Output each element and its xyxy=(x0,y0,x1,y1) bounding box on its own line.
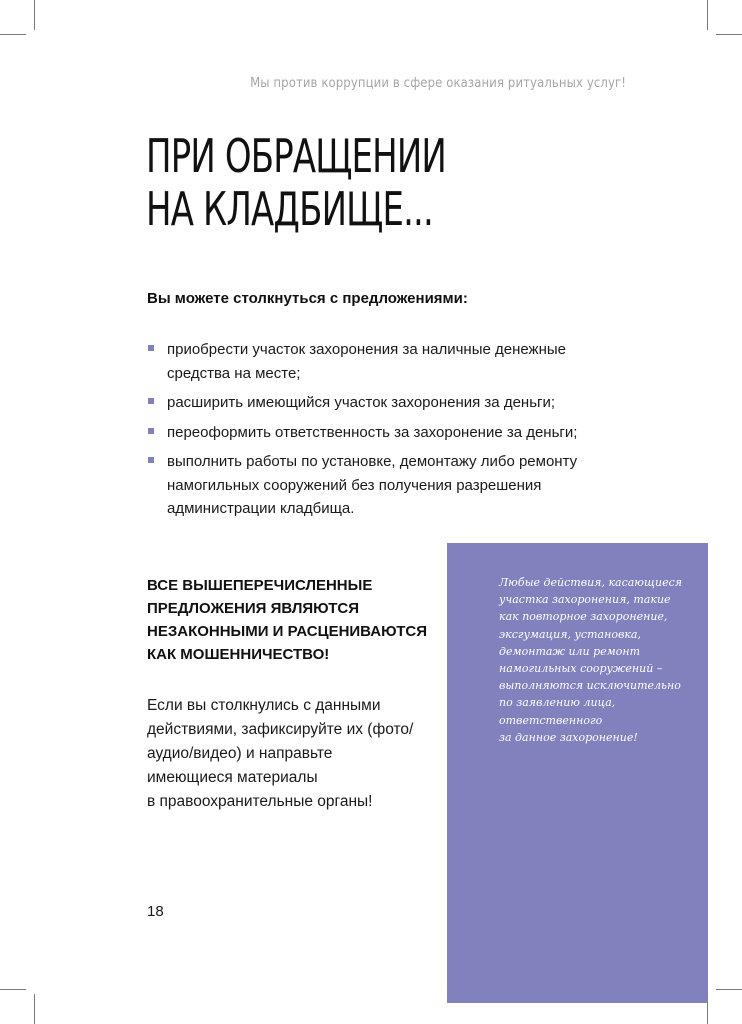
list-item-text: выполнить работы по установке, демонтажу либо ремонту намогильных сооружений без получения разрешения администрации кладбища. xyxy=(167,453,578,517)
page-title-line: ПРИ ОБРАЩЕНИИ xyxy=(146,129,447,183)
list-item xyxy=(147,450,607,521)
fraud-warning xyxy=(147,574,447,666)
side-note-line: участка захоронения, такие xyxy=(499,593,671,607)
fraud-warning-line: НЕЗАКОННЫМИ И РАСЦЕНИВАЮТСЯ xyxy=(147,623,427,640)
list-item xyxy=(147,338,607,385)
fraud-warning-line: ПРЕДЛОЖЕНИЯ ЯВЛЯЮТСЯ xyxy=(147,600,360,617)
lead-text: Вы можете столкнуться с предложениями: xyxy=(147,290,468,307)
crop-mark-bottom-right xyxy=(716,989,742,990)
running-header: Мы против коррупции в сфере оказания ритуальных услуг! xyxy=(250,76,626,91)
advice-line: Если вы столкнулись с данными xyxy=(147,697,381,714)
advice-paragraph xyxy=(147,694,437,814)
advice-line: действиями, зафиксируйте их (фото/ xyxy=(147,721,414,738)
square-bullet-icon xyxy=(148,428,154,434)
side-note-line: за данное захоронение! xyxy=(499,730,638,744)
side-note-text xyxy=(499,574,699,746)
advice-line: имеющиеся материалы xyxy=(147,769,318,786)
advice-line: аудио/видео) и направьте xyxy=(147,745,333,762)
square-bullet-icon xyxy=(148,457,154,463)
crop-mark-top-left xyxy=(0,34,26,35)
side-note-panel xyxy=(447,543,708,1003)
crop-mark-top-right xyxy=(707,0,708,30)
list-item-text: переоформить ответственность за захоронение за деньги; xyxy=(167,423,578,441)
list-item xyxy=(147,421,607,445)
side-note-line: как повторное захоронение, xyxy=(499,610,668,624)
square-bullet-icon xyxy=(148,398,154,404)
crop-mark-top-right xyxy=(716,34,742,35)
page-title xyxy=(146,130,446,236)
side-note-line: выполняются исключительно xyxy=(499,679,681,693)
crop-mark-bottom-left xyxy=(34,994,35,1024)
offers-list xyxy=(147,338,607,527)
side-note-line: эксгумация, установка, xyxy=(499,627,641,641)
side-note-line: намогильных сооружений – xyxy=(499,662,663,676)
crop-mark-bottom-left xyxy=(0,989,26,990)
side-note-line: Любые действия, касающиеся xyxy=(499,576,683,589)
fraud-warning-line: КАК МОШЕННИЧЕСТВО! xyxy=(147,646,330,663)
side-note-line: демонтаж или ремонт xyxy=(499,644,641,658)
page-title-line: НА КЛАДБИЩЕ... xyxy=(146,182,433,236)
list-item-text: приобрести участок захоронения за наличные денежные средства на месте; xyxy=(167,341,566,382)
page-number: 18 xyxy=(147,903,164,920)
advice-line: в правоохранительные органы! xyxy=(147,793,373,810)
side-note-line: ответственного xyxy=(499,713,603,727)
square-bullet-icon xyxy=(148,345,154,351)
list-item-text: расширить имеющийся участок захоронения за деньги; xyxy=(167,394,556,411)
side-note-line: по заявлению лица, xyxy=(499,696,616,710)
fraud-warning-line: ВСЕ ВЫШЕПЕРЕЧИСЛЕННЫЕ xyxy=(147,577,373,594)
crop-mark-top-left xyxy=(34,0,35,30)
list-item xyxy=(147,391,607,415)
